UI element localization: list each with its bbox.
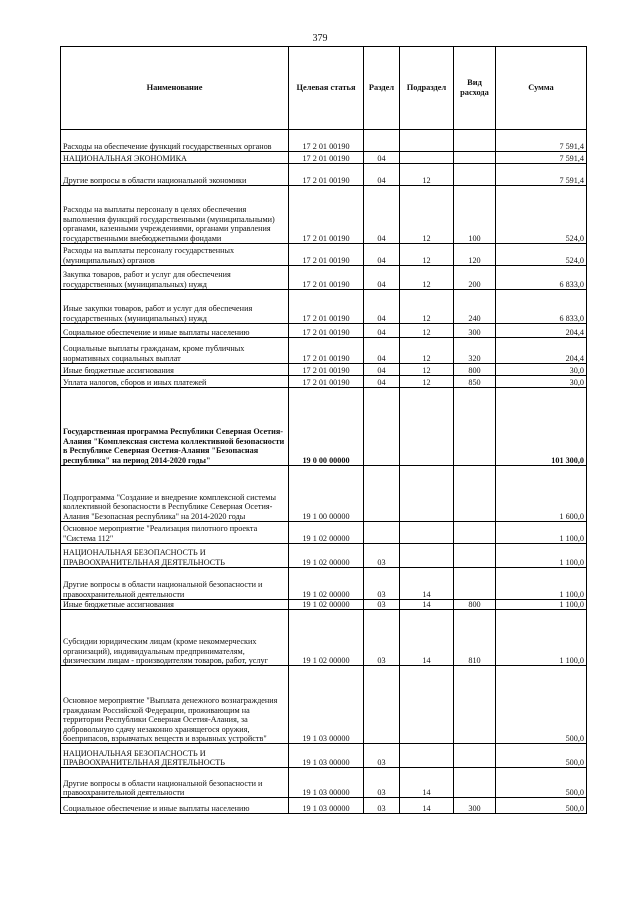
row-expense-type-cell <box>454 388 496 466</box>
row-target-article-cell: 17 2 01 00190 <box>289 364 364 376</box>
row-expense-type-cell: 850 <box>454 376 496 388</box>
row-amount-cell: 500,0 <box>496 666 587 744</box>
row-subsection-cell: 14 <box>400 568 454 600</box>
budget-table <box>60 46 587 814</box>
page-number: 379 <box>312 33 328 44</box>
row-expense-type-cell: 200 <box>454 266 496 290</box>
table-row <box>61 290 587 324</box>
row-subsection-cell: 14 <box>400 768 454 798</box>
row-amount-cell: 7 591,4 <box>496 164 587 186</box>
row-amount-cell: 30,0 <box>496 364 587 376</box>
row-expense-type-cell: 100 <box>454 186 496 244</box>
row-subsection-cell: 12 <box>400 186 454 244</box>
row-amount-cell: 1 600,0 <box>496 466 587 522</box>
row-target-article-cell: 17 2 01 00190 <box>289 164 364 186</box>
row-subsection-cell <box>400 466 454 522</box>
row-section-cell: 04 <box>364 186 400 244</box>
row-amount-cell: 1 100,0 <box>496 568 587 600</box>
table-body <box>61 130 587 814</box>
table-row <box>61 768 587 798</box>
row-name-cell: Основное мероприятие "Реализация пилотного проекта "Система 112" <box>61 522 289 544</box>
table-row <box>61 744 587 768</box>
row-expense-type-cell: 240 <box>454 290 496 324</box>
header-target-article: Целевая статья <box>289 47 364 130</box>
row-subsection-cell <box>400 544 454 568</box>
row-target-article-cell: 19 1 02 00000 <box>289 568 364 600</box>
row-amount-cell: 6 833,0 <box>496 290 587 324</box>
row-section-cell: 03 <box>364 798 400 814</box>
row-subsection-cell: 12 <box>400 338 454 364</box>
row-subsection-cell <box>400 744 454 768</box>
row-target-article-cell: 17 2 01 00190 <box>289 130 364 152</box>
row-target-article-cell: 19 1 03 00000 <box>289 768 364 798</box>
row-expense-type-cell <box>454 522 496 544</box>
row-target-article-cell: 17 2 01 00190 <box>289 152 364 164</box>
row-expense-type-cell <box>454 152 496 164</box>
row-amount-cell: 204,4 <box>496 324 587 338</box>
row-name-cell: Уплата налогов, сборов и иных платежей <box>61 376 289 388</box>
row-expense-type-cell: 120 <box>454 244 496 266</box>
table-row <box>61 164 587 186</box>
table-row <box>61 388 587 466</box>
row-name-cell: Государственная программа Республики Северная Осетия-Алания "Комплексная система коллективной безопасности в Республике Северная Осетия-Алания "Безопасная республика" на период 2014-2020 годы" <box>61 388 289 466</box>
row-expense-type-cell <box>454 744 496 768</box>
row-section-cell: 04 <box>364 324 400 338</box>
row-name-cell: НАЦИОНАЛЬНАЯ БЕЗОПАСНОСТЬ И ПРАВООХРАНИТЕЛЬНАЯ ДЕЯТЕЛЬНОСТЬ <box>61 744 289 768</box>
row-name-cell: Социальное обеспечение и иные выплаты населению <box>61 324 289 338</box>
row-target-article-cell: 19 1 03 00000 <box>289 744 364 768</box>
row-section-cell: 03 <box>364 600 400 610</box>
row-name-cell: НАЦИОНАЛЬНАЯ ЭКОНОМИКА <box>61 152 289 164</box>
row-section-cell <box>364 388 400 466</box>
table-row <box>61 364 587 376</box>
row-name-cell: Расходы на выплаты персоналу в целях обеспечения выполнения функций государственными (муниципальными) органами, казенными учреждениями, органами управления государственными внебюджетными фондами <box>61 186 289 244</box>
row-name-cell: Другие вопросы в области национальной экономики <box>61 164 289 186</box>
table-row <box>61 338 587 364</box>
table-row <box>61 466 587 522</box>
table-row <box>61 152 587 164</box>
row-target-article-cell: 19 1 02 00000 <box>289 600 364 610</box>
row-expense-type-cell <box>454 568 496 600</box>
row-expense-type-cell: 300 <box>454 324 496 338</box>
table-row <box>61 568 587 600</box>
row-section-cell: 03 <box>364 744 400 768</box>
row-subsection-cell: 12 <box>400 244 454 266</box>
row-amount-cell: 101 300,0 <box>496 388 587 466</box>
table-header-row <box>61 47 587 130</box>
row-amount-cell: 30,0 <box>496 376 587 388</box>
row-subsection-cell: 14 <box>400 798 454 814</box>
row-name-cell: Расходы на обеспечение функций государственных органов <box>61 130 289 152</box>
row-expense-type-cell: 800 <box>454 364 496 376</box>
row-expense-type-cell: 300 <box>454 798 496 814</box>
row-expense-type-cell <box>454 768 496 798</box>
row-section-cell: 03 <box>364 544 400 568</box>
row-amount-cell: 1 100,0 <box>496 544 587 568</box>
table-row <box>61 798 587 814</box>
table-row <box>61 130 587 152</box>
header-section: Раздел <box>364 47 400 130</box>
row-section-cell: 03 <box>364 568 400 600</box>
row-subsection-cell <box>400 152 454 164</box>
row-amount-cell: 1 100,0 <box>496 522 587 544</box>
row-name-cell: Иные закупки товаров, работ и услуг для обеспечения государственных (муниципальных) нужд <box>61 290 289 324</box>
row-subsection-cell: 12 <box>400 376 454 388</box>
row-target-article-cell: 19 0 00 00000 <box>289 388 364 466</box>
row-section-cell: 04 <box>364 244 400 266</box>
row-expense-type-cell <box>454 544 496 568</box>
row-name-cell: Другие вопросы в области национальной безопасности и правоохранительной деятельности <box>61 568 289 600</box>
row-expense-type-cell: 810 <box>454 610 496 666</box>
table-row <box>61 544 587 568</box>
row-section-cell: 04 <box>364 290 400 324</box>
table-row <box>61 324 587 338</box>
row-subsection-cell <box>400 388 454 466</box>
row-expense-type-cell: 320 <box>454 338 496 364</box>
row-amount-cell: 524,0 <box>496 186 587 244</box>
row-subsection-cell <box>400 666 454 744</box>
row-subsection-cell <box>400 130 454 152</box>
row-expense-type-cell <box>454 130 496 152</box>
row-subsection-cell: 12 <box>400 290 454 324</box>
row-subsection-cell: 12 <box>400 364 454 376</box>
row-target-article-cell: 19 1 02 00000 <box>289 522 364 544</box>
row-target-article-cell: 17 2 01 00190 <box>289 376 364 388</box>
row-target-article-cell: 17 2 01 00190 <box>289 186 364 244</box>
row-name-cell: НАЦИОНАЛЬНАЯ БЕЗОПАСНОСТЬ И ПРАВООХРАНИТЕЛЬНАЯ ДЕЯТЕЛЬНОСТЬ <box>61 544 289 568</box>
row-name-cell: Иные бюджетные ассигнования <box>61 600 289 610</box>
header-expense-type: Вид расхода <box>454 47 496 130</box>
row-target-article-cell: 17 2 01 00190 <box>289 324 364 338</box>
table-row <box>61 186 587 244</box>
row-section-cell: 04 <box>364 376 400 388</box>
row-subsection-cell: 12 <box>400 266 454 290</box>
row-target-article-cell: 17 2 01 00190 <box>289 266 364 290</box>
row-subsection-cell: 14 <box>400 610 454 666</box>
row-name-cell: Основное мероприятие "Выплата денежного вознаграждения гражданам Российской Федерации, проживающим на территории Республики Северная Осетия-Алания, за добровольную сдачу незаконно хранящегося оружия, боеприпасов, взрывчатых веществ и взрывных устройств" <box>61 666 289 744</box>
row-section-cell <box>364 522 400 544</box>
row-name-cell: Подпрограмма "Создание и внедрение комплексной системы коллективной безопасности в Республике Северная Осетия-Алания "Безопасная республика" на 2014-2020 годы <box>61 466 289 522</box>
table-row <box>61 600 587 610</box>
row-target-article-cell: 19 1 02 00000 <box>289 610 364 666</box>
row-target-article-cell: 19 1 03 00000 <box>289 798 364 814</box>
row-name-cell: Закупка товаров, работ и услуг для обеспечения государственных (муниципальных) нужд <box>61 266 289 290</box>
row-section-cell <box>364 666 400 744</box>
row-subsection-cell: 14 <box>400 600 454 610</box>
row-section-cell: 04 <box>364 266 400 290</box>
row-name-cell: Социальное обеспечение и иные выплаты населению <box>61 798 289 814</box>
row-expense-type-cell <box>454 666 496 744</box>
row-subsection-cell <box>400 522 454 544</box>
row-amount-cell: 500,0 <box>496 798 587 814</box>
row-name-cell: Социальные выплаты гражданам, кроме публичных нормативных социальных выплат <box>61 338 289 364</box>
header-amount: Сумма <box>496 47 587 130</box>
row-section-cell: 04 <box>364 164 400 186</box>
row-amount-cell: 500,0 <box>496 768 587 798</box>
row-amount-cell: 204,4 <box>496 338 587 364</box>
header-subsection: Подраздел <box>400 47 454 130</box>
row-amount-cell: 1 100,0 <box>496 610 587 666</box>
row-name-cell: Расходы на выплаты персоналу государственных (муниципальных) органов <box>61 244 289 266</box>
row-subsection-cell: 12 <box>400 164 454 186</box>
table-row <box>61 244 587 266</box>
row-subsection-cell: 12 <box>400 324 454 338</box>
row-section-cell: 03 <box>364 768 400 798</box>
row-target-article-cell: 19 1 02 00000 <box>289 544 364 568</box>
table-row <box>61 666 587 744</box>
row-target-article-cell: 19 1 00 00000 <box>289 466 364 522</box>
row-target-article-cell: 17 2 01 00190 <box>289 290 364 324</box>
row-expense-type-cell: 800 <box>454 600 496 610</box>
row-section-cell: 04 <box>364 152 400 164</box>
row-section-cell: 04 <box>364 338 400 364</box>
row-name-cell: Субсидии юридическим лицам (кроме некоммерческих организаций), индивидуальным предпринимателям, физическим лицам - производителям товаров, работ, услуг <box>61 610 289 666</box>
row-name-cell: Другие вопросы в области национальной безопасности и правоохранительной деятельности <box>61 768 289 798</box>
table-row <box>61 610 587 666</box>
row-section-cell: 04 <box>364 364 400 376</box>
table-row <box>61 266 587 290</box>
row-amount-cell: 524,0 <box>496 244 587 266</box>
row-section-cell <box>364 466 400 522</box>
row-amount-cell: 500,0 <box>496 744 587 768</box>
row-name-cell: Иные бюджетные ассигнования <box>61 364 289 376</box>
table-row <box>61 376 587 388</box>
row-expense-type-cell <box>454 164 496 186</box>
table-row <box>61 522 587 544</box>
row-amount-cell: 6 833,0 <box>496 266 587 290</box>
row-target-article-cell: 17 2 01 00190 <box>289 338 364 364</box>
row-amount-cell: 7 591,4 <box>496 152 587 164</box>
row-expense-type-cell <box>454 466 496 522</box>
header-name: Наименование <box>61 47 289 130</box>
row-target-article-cell: 19 1 03 00000 <box>289 666 364 744</box>
row-section-cell <box>364 130 400 152</box>
row-target-article-cell: 17 2 01 00190 <box>289 244 364 266</box>
row-section-cell: 03 <box>364 610 400 666</box>
row-amount-cell: 1 100,0 <box>496 600 587 610</box>
row-amount-cell: 7 591,4 <box>496 130 587 152</box>
